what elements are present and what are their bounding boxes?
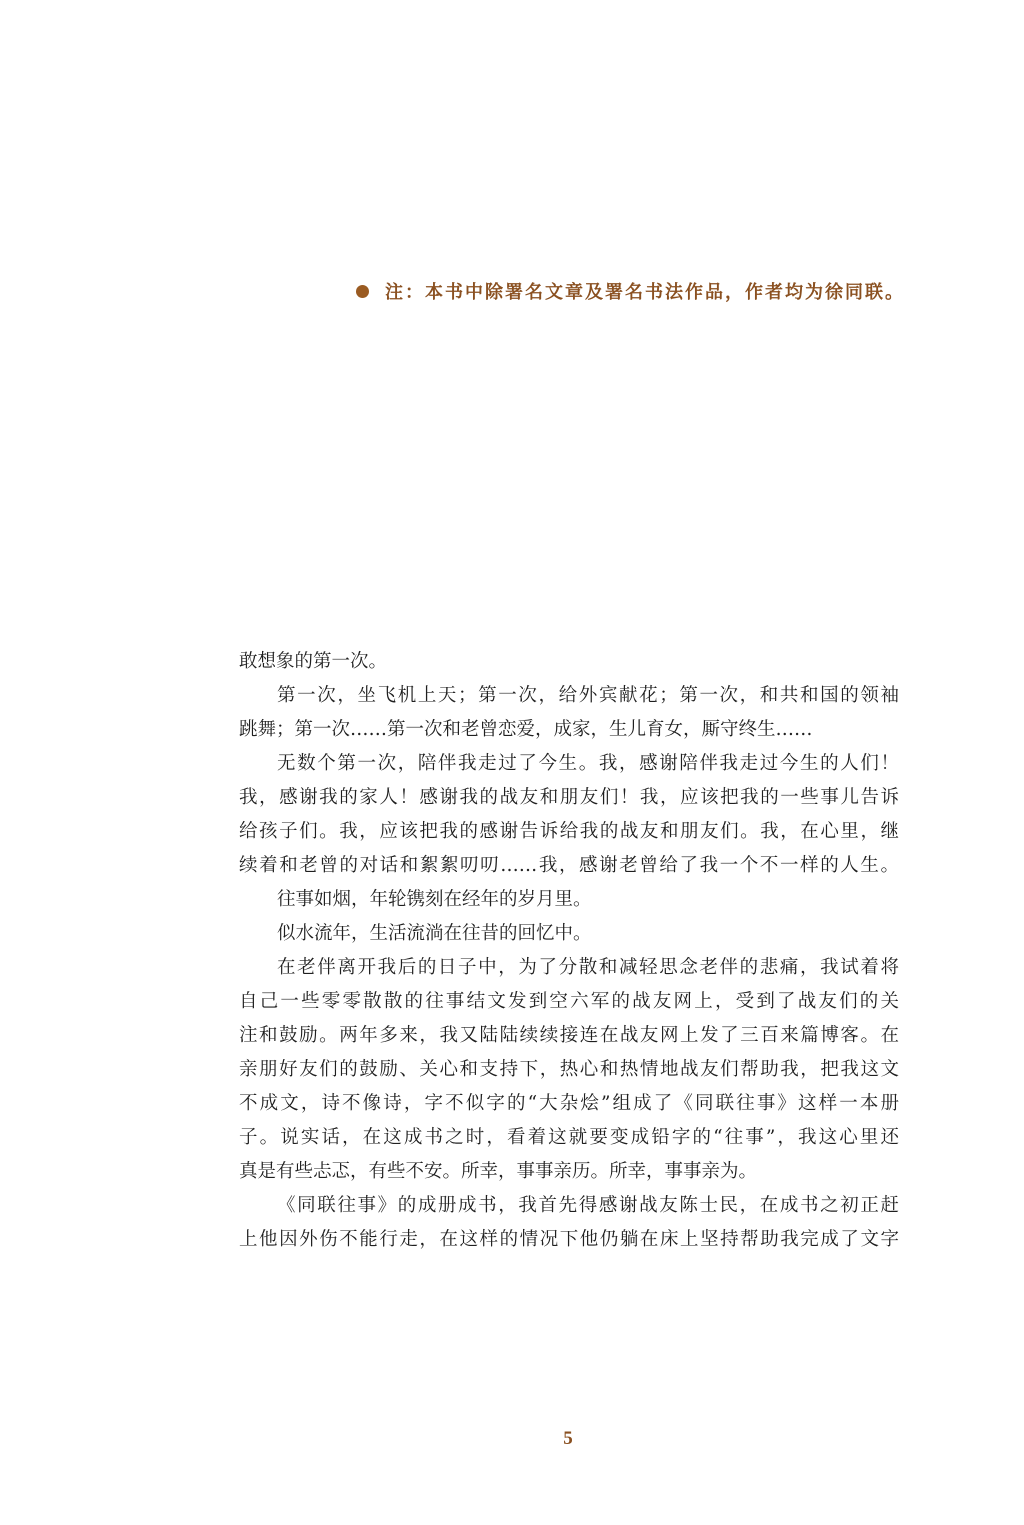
text-line: 注和鼓励。两年多来，我又陆陆续续接连在战友网上发了三百来篇博客。在 — [239, 1025, 899, 1046]
text-line: 无数个第一次，陪伴我走过了今生。我，感谢陪伴我走过今生的人们！ — [277, 753, 899, 774]
footnote — [356, 276, 905, 306]
text-line: 续着和老曾的对话和絮絮叨叨……我，感谢老曾给了我一个不一样的人生。 — [239, 855, 899, 876]
text-line: 真是有些忐忑，有些不安。所幸，事事亲历。所幸，事事亲为。 — [239, 1161, 758, 1182]
text-line: 似水流年，生活流淌在往昔的回忆中。 — [277, 923, 592, 944]
text-line: 子。说实话，在这成书之时，看着这就要变成铅字的“往事”，我这心里还 — [239, 1127, 899, 1148]
text-line: 不成文，诗不像诗，字不似字的“大杂烩”组成了《同联往事》这样一本册 — [239, 1093, 899, 1114]
text-line: 给孩子们。我，应该把我的感谢告诉给我的战友和朋友们。我，在心里，继 — [239, 821, 899, 842]
text-line: 我，感谢我的家人！感谢我的战友和朋友们！我，应该把我的一些事儿告诉 — [239, 787, 899, 808]
body-text — [239, 645, 899, 1257]
text-line: 亲朋好友们的鼓励、关心和支持下，热心和热情地战友们帮助我，把我这文 — [239, 1059, 899, 1080]
footnote-text: 注：本书中除署名文章及署名书法作品，作者均为徐同联。 — [385, 282, 905, 303]
text-line: 自己一些零零散散的往事结文发到空六军的战友网上，受到了战友们的关 — [239, 991, 899, 1012]
text-line: 在老伴离开我后的日子中，为了分散和减轻思念老伴的悲痛，我试着将 — [277, 957, 899, 978]
bullet-dot-icon — [356, 285, 369, 298]
page-number: 5 — [563, 1428, 573, 1449]
text-line: 第一次，坐飞机上天；第一次，给外宾献花；第一次，和共和国的领袖 — [277, 685, 899, 706]
text-line: 《同联往事》的成册成书，我首先得感谢战友陈士民，在成书之初正赶 — [277, 1195, 899, 1216]
text-line: 上他因外伤不能行走，在这样的情况下他仍躺在床上坚持帮助我完成了文字 — [239, 1229, 899, 1250]
text-line: 敢想象的第一次。 — [239, 651, 388, 672]
text-line: 跳舞；第一次……第一次和老曾恋爱，成家，生儿育女，厮守终生…… — [239, 719, 813, 740]
text-line: 往事如烟，年轮镌刻在经年的岁月里。 — [277, 889, 592, 910]
